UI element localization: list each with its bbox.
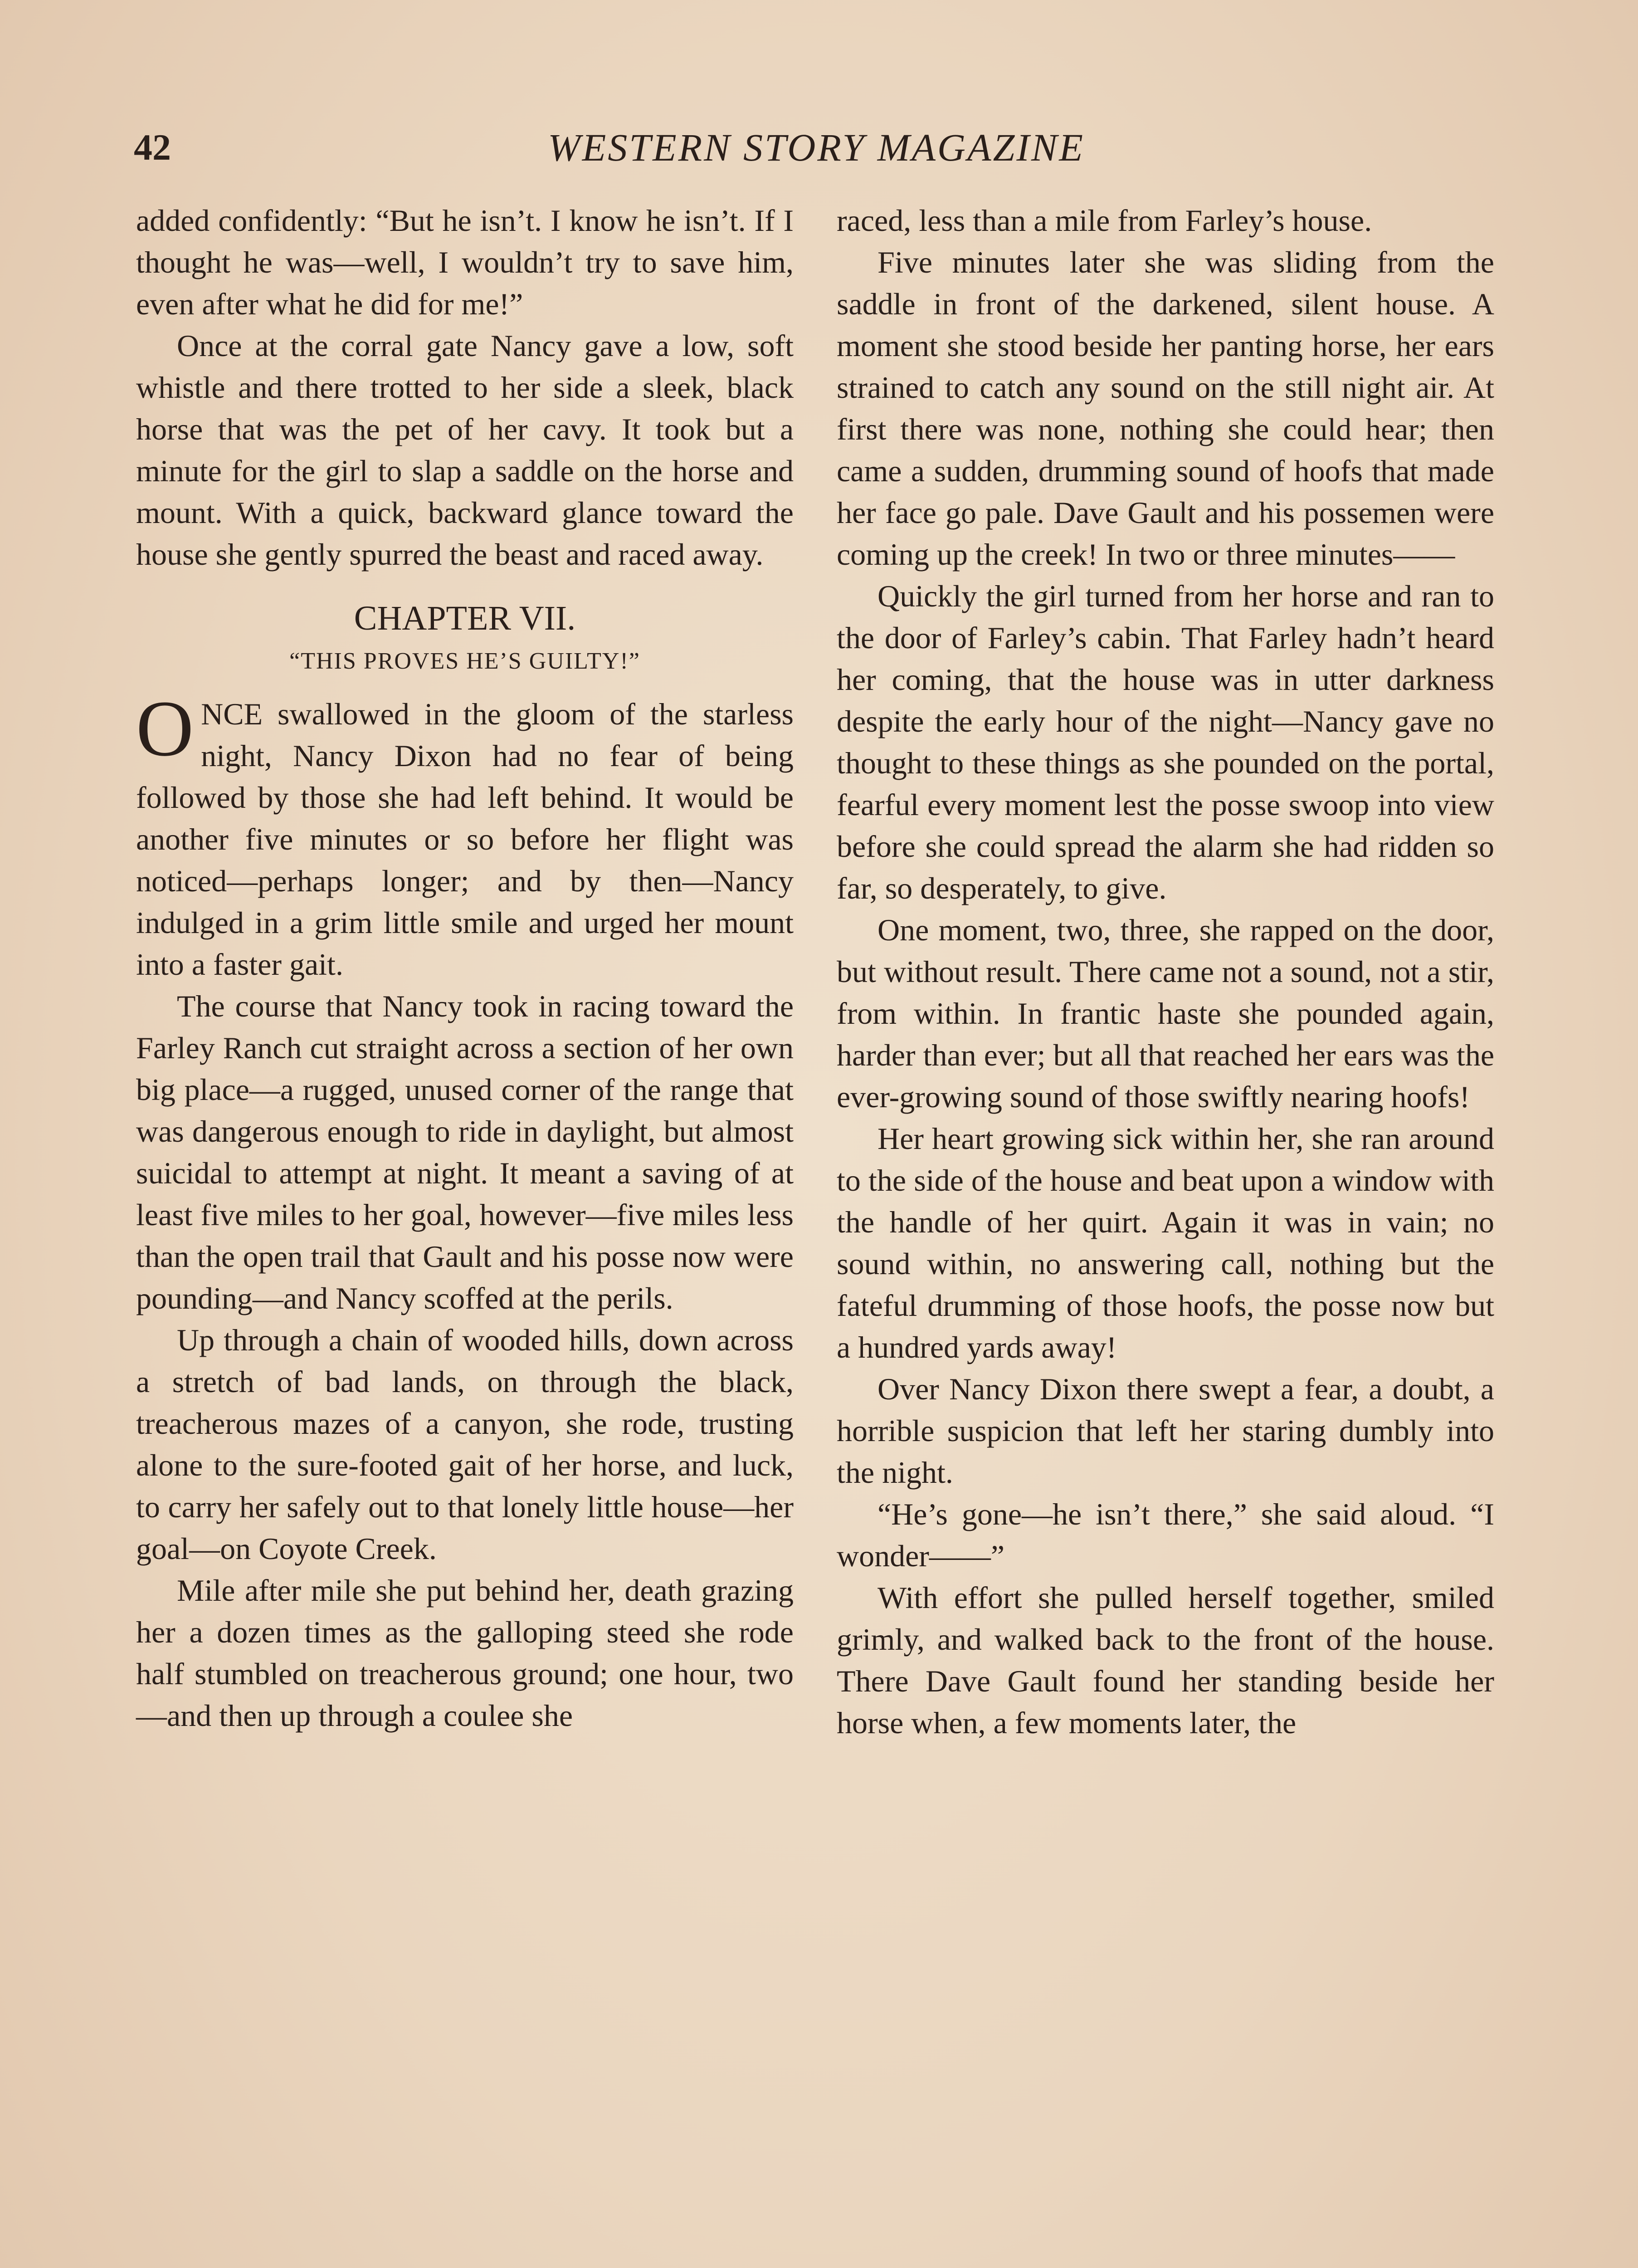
paragraph: With effort she pulled herself together, smiled grimly, and walked back to the front of the house. There Dave Gault found her standing beside her horse when, a few moments later, the <box>837 1580 1494 1740</box>
paragraph: “He’s gone—he isn’t there,” she said aloud. “I wonder——” <box>837 1497 1494 1573</box>
paragraph <box>136 684 794 985</box>
paragraph: One moment, two, three, she rapped on the door, but without result. There came not a sound, not a stir, from within. In frantic haste she pounded again, harder than ever; but all that reached her ears was the ever-growing sound of those swiftly nearing hoofs! <box>837 913 1494 1114</box>
paragraph-text: NCE swallowed in the gloom of the starless night, Nancy Dixon had no fear of being followed by those she had left behind. It would be another five minutes or so before her flight was noticed—perhaps longer; and by then—Nancy indulged in a grim little smile and urged her mount into a faster gait. <box>136 697 794 982</box>
chapter-subtitle: “THIS PROVES HE’S GUILTY!” <box>289 648 640 674</box>
paragraph: Once at the corral gate Nancy gave a low, soft whistle and there trotted to her side a sleek, black horse that was the pet of her cavy. It took but a minute for the girl to slap a saddle on the horse and mount. With a quick, backward glance toward the house she gently spurred the beast and raced away. <box>136 328 794 572</box>
right-column <box>837 200 1494 1744</box>
paragraph: Over Nancy Dixon there swept a fear, a doubt, a horrible suspicion that left her staring dumbly into the night. <box>837 1372 1494 1490</box>
running-head: WESTERN STORY MAGAZINE <box>548 126 1085 169</box>
page-number: 42 <box>134 127 171 168</box>
paragraph: Her heart growing sick within her, she ran around to the side of the house and beat upon a window with the handle of her quirt. Again it was in vain; no sound within, no answering call, nothing but the fateful drumming of those hoofs, the posse now but a hundred yards away! <box>837 1121 1494 1364</box>
drop-cap: O <box>136 684 194 773</box>
left-column <box>136 200 794 1736</box>
paragraph: The course that Nancy took in racing toward the Farley Ranch cut straight across a section of her own big place—a rugged, unused corner of the range that was dangerous enough to ride in daylight, but almost suicidal to attempt at night. It meant a saving of at least five miles to her goal, however—five miles less than the open trail that Gault and his posse now were pounding—and Nancy scoffed at the perils. <box>136 989 794 1315</box>
chapter-title: CHAPTER VII. <box>354 599 576 637</box>
paragraph: Quickly the girl turned from her horse and ran to the door of Farley’s cabin. That Farley hadn’t heard her coming, that the house was in utter darkness despite the early hour of the night—Nancy gave no thought to these things as she pounded on the portal, fearful every moment lest the posse swoop into view before she could spread the alarm she had ridden so far, so desperately, to give. <box>837 579 1494 905</box>
paragraph: raced, less than a mile from Farley’s house. <box>837 203 1372 238</box>
paragraph: Mile after mile she put behind her, death grazing her a dozen times as the galloping steed she rode half stumbled on treacherous ground; one hour, two —and then up through a coulee she <box>136 1573 794 1733</box>
paragraph: Up through a chain of wooded hills, down across a stretch of bad lands, on through the black, treacherous mazes of a canyon, she rode, trusting alone to the sure-footed gait of her horse, and luck, to carry her safely out to that lonely little house—her goal—on Coyote Creek. <box>136 1323 794 1566</box>
paragraph: Five minutes later she was sliding from the saddle in front of the darkened, silent house. A moment she stood beside her panting horse, her ears strained to catch any sound on the still night air. At first there was none, nothing she could hear; then came a sudden, drumming sound of hoofs that made her face go pale. Dave Gault and his possemen were coming up the creek! In two or three minutes—— <box>837 245 1494 572</box>
page-header <box>134 122 1499 172</box>
paragraph: added confidently: “But he isn’t. I know he isn’t. If I thought he was—well, I wouldn’t try to save him, even after what he did for me!” <box>136 203 794 321</box>
